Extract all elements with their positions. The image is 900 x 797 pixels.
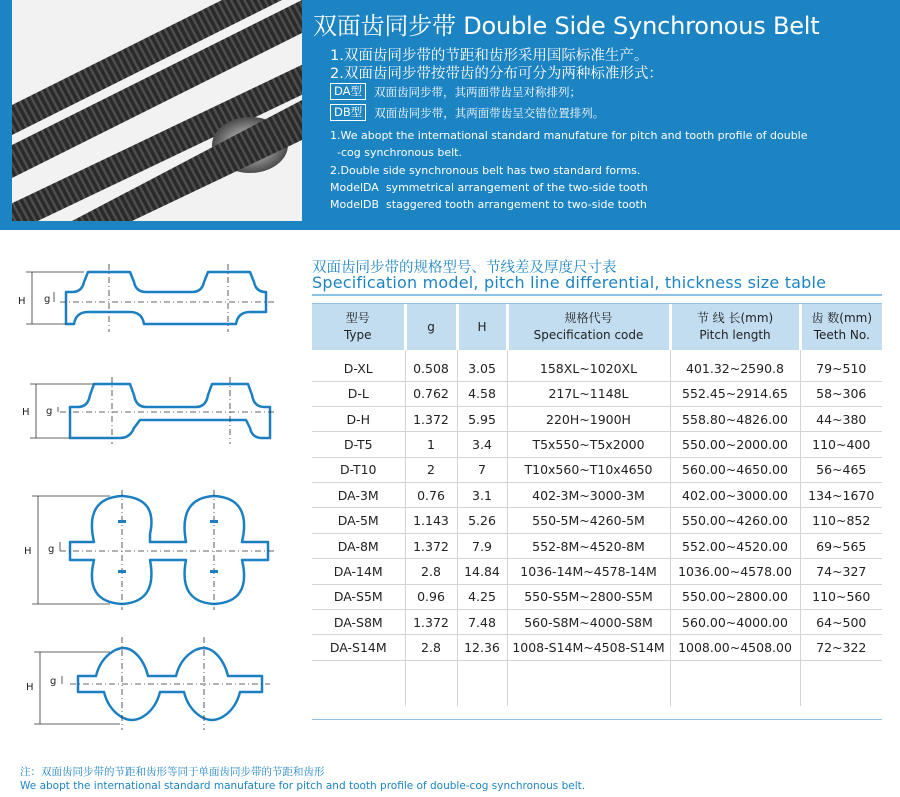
- table-cell: 0.76: [405, 483, 457, 508]
- table-cell: 550.00~4260.00: [670, 508, 800, 533]
- table-cell: 134~1670: [800, 483, 882, 508]
- table-cell: 1.372: [405, 533, 457, 558]
- table-cell: 1.143: [405, 508, 457, 533]
- table-cell: 7.48: [457, 610, 507, 635]
- table-row: [312, 508, 882, 533]
- table-row: [312, 350, 882, 381]
- table-cell: 64~500: [800, 610, 882, 635]
- table-cell: 550.00~2800.00: [670, 584, 800, 609]
- table-cell: 4.58: [457, 381, 507, 406]
- table-cell: 14.84: [457, 559, 507, 584]
- spec-table-wrap: [312, 303, 882, 720]
- spec-title-en: Specification model, pitch line differential, thickness size table: [312, 273, 827, 292]
- col-type: 型号 Type: [312, 304, 405, 350]
- table-cell: 1.372: [405, 610, 457, 635]
- intro-zh-line-1: 1.双面齿同步带的节距和齿形采用国际标准生产。: [330, 48, 649, 64]
- intro-zh-line-2: 2.双面齿同步带按带齿的分布可分为两种标准形式：: [330, 66, 663, 82]
- table-cell: 4.25: [457, 584, 507, 609]
- profile-1-g-label: g: [44, 294, 51, 305]
- table-cell: 401.32~2590.8: [670, 350, 800, 381]
- table-row: [312, 610, 882, 635]
- table-cell: DA-S14M: [312, 635, 405, 660]
- table-cell: 3.1: [457, 483, 507, 508]
- page-title: 双面齿同步带 Double Side Synchronous Belt: [313, 12, 820, 40]
- table-cell: D-XL: [312, 350, 405, 381]
- table-cell: 552-8M~4520-8M: [507, 533, 670, 558]
- table-cell: 560.00~4000.00: [670, 610, 800, 635]
- table-cell: T5x550~T5x2000: [507, 432, 670, 457]
- model-da-text: 双面齿同步带，其两面带齿呈对称排列；: [374, 84, 582, 99]
- model-db-row: [330, 104, 604, 121]
- table-row: [312, 432, 882, 457]
- table-cell: 158XL~1020XL: [507, 350, 670, 381]
- profile-3-outline: [70, 496, 268, 604]
- profile-2-outline: [70, 384, 270, 438]
- table-row: [312, 457, 882, 482]
- table-cell: 558.80~4826.00: [670, 406, 800, 431]
- table-cell: 402.00~3000.00: [670, 483, 800, 508]
- spec-title-zh: 双面齿同步带的规格型号、节线差及厚度尺寸表: [312, 260, 617, 276]
- divider: [312, 294, 882, 296]
- table-cell: 552.45~2914.65: [670, 381, 800, 406]
- table-cell: DA-14M: [312, 559, 405, 584]
- table-cell: DA-S8M: [312, 610, 405, 635]
- table-cell: DA-5M: [312, 508, 405, 533]
- table-cell: 69~565: [800, 533, 882, 558]
- spec-table: [312, 304, 882, 706]
- table-cell: 550.00~2000.00: [670, 432, 800, 457]
- table-cell: 2.8: [405, 559, 457, 584]
- table-cell: 2: [405, 457, 457, 482]
- intro-en-line-5: ModelDB staggered tooth arrangement to two-side tooth: [330, 198, 647, 211]
- table-cell: 79~510: [800, 350, 882, 381]
- table-cell: 402-3M~3000-3M: [507, 483, 670, 508]
- table-cell: 550-5M~4260-5M: [507, 508, 670, 533]
- profile-4-g-label: g: [50, 676, 57, 687]
- model-db-tag: DB型: [330, 104, 366, 121]
- table-cell: 110~852: [800, 508, 882, 533]
- header-banner: [0, 0, 900, 230]
- belt-profile-diagrams: [0, 262, 300, 742]
- col-g: g: [405, 304, 457, 350]
- table-cell: DA-S5M: [312, 584, 405, 609]
- table-cell: 552.00~4520.00: [670, 533, 800, 558]
- table-cell: 3.05: [457, 350, 507, 381]
- table-cell: 5.95: [457, 406, 507, 431]
- profile-1-outline: [66, 272, 266, 324]
- table-cell: DA-3M: [312, 483, 405, 508]
- table-cell: D-H: [312, 406, 405, 431]
- belt-photo: [12, 0, 302, 221]
- table-cell: 5.26: [457, 508, 507, 533]
- table-cell: 217L~1148L: [507, 381, 670, 406]
- model-da-row: [330, 83, 581, 100]
- table-cell: D-T5: [312, 432, 405, 457]
- intro-en-line-4: ModelDA symmetrical arrangement of the two-side tooth: [330, 181, 648, 194]
- footnote-en: We abopt the international standard manufature for pitch and tooth profile of double-cog synchronous belt.: [20, 780, 586, 792]
- table-row: [312, 406, 882, 431]
- profile-3-h-label: H: [24, 546, 32, 557]
- table-cell: 220H~1900H: [507, 406, 670, 431]
- table-row: [312, 635, 882, 660]
- table-cell: 0.762: [405, 381, 457, 406]
- table-cell: 110~560: [800, 584, 882, 609]
- table-cell: 74~327: [800, 559, 882, 584]
- table-cell: T10x560~T10x4650: [507, 457, 670, 482]
- table-cell: D-L: [312, 381, 405, 406]
- table-cell: 44~380: [800, 406, 882, 431]
- table-row: [312, 533, 882, 558]
- table-cell: D-T10: [312, 457, 405, 482]
- table-cell: 1036-14M~4578-14M: [507, 559, 670, 584]
- table-row: [312, 559, 882, 584]
- table-cell: 56~465: [800, 457, 882, 482]
- table-cell: 1.372: [405, 406, 457, 431]
- table-cell: 0.508: [405, 350, 457, 381]
- table-cell: 1: [405, 432, 457, 457]
- intro-en-line-3: 2.Double side synchronous belt has two standard forms.: [330, 164, 641, 177]
- table-cell: 12.36: [457, 635, 507, 660]
- profile-2-g-label: g: [46, 406, 53, 417]
- table-cell: 58~306: [800, 381, 882, 406]
- table-cell: 72~322: [800, 635, 882, 660]
- profile-4-h-label: H: [26, 682, 34, 693]
- table-cell: 1036.00~4578.00: [670, 559, 800, 584]
- table-row: [312, 381, 882, 406]
- table-cell: 7.9: [457, 533, 507, 558]
- col-teeth: 齿 数(mm) Teeth No.: [800, 304, 882, 350]
- table-row: [312, 483, 882, 508]
- table-empty-row: [312, 660, 882, 706]
- table-cell: 560-S8M~4000-S8M: [507, 610, 670, 635]
- table-cell: 1008-S14M~4508-S14M: [507, 635, 670, 660]
- table-header-row: [312, 304, 882, 350]
- col-h: H: [457, 304, 507, 350]
- table-cell: DA-8M: [312, 533, 405, 558]
- profile-2-h-label: H: [22, 407, 30, 418]
- footnote-zh: 注：双面齿同步带的节距和齿形等同于单面齿同步带的节距和齿形: [20, 766, 325, 778]
- table-cell: 2.8: [405, 635, 457, 660]
- table-cell: 560.00~4650.00: [670, 457, 800, 482]
- col-spec-code: 规格代号 Specification code: [507, 304, 670, 350]
- col-pitch-length: 节 线 长(mm) Pitch length: [670, 304, 800, 350]
- table-cell: 0.96: [405, 584, 457, 609]
- intro-en-line-2: -cog synchronous belt.: [330, 146, 462, 159]
- table-cell: 1008.00~4508.00: [670, 635, 800, 660]
- intro-en-line-1: 1.We abopt the international standard manufature for pitch and tooth profile of double: [330, 129, 808, 142]
- table-row: [312, 584, 882, 609]
- table-cell: 3.4: [457, 432, 507, 457]
- table-cell: 7: [457, 457, 507, 482]
- profile-1-h-label: H: [18, 296, 26, 307]
- table-cell: 550-S5M~2800-S5M: [507, 584, 670, 609]
- table-cell: 110~400: [800, 432, 882, 457]
- model-da-tag: DA型: [330, 83, 366, 100]
- profile-3-g-label: g: [48, 544, 55, 555]
- model-db-text: 双面齿同步带，其两面带齿呈交错位置排列。: [374, 105, 605, 120]
